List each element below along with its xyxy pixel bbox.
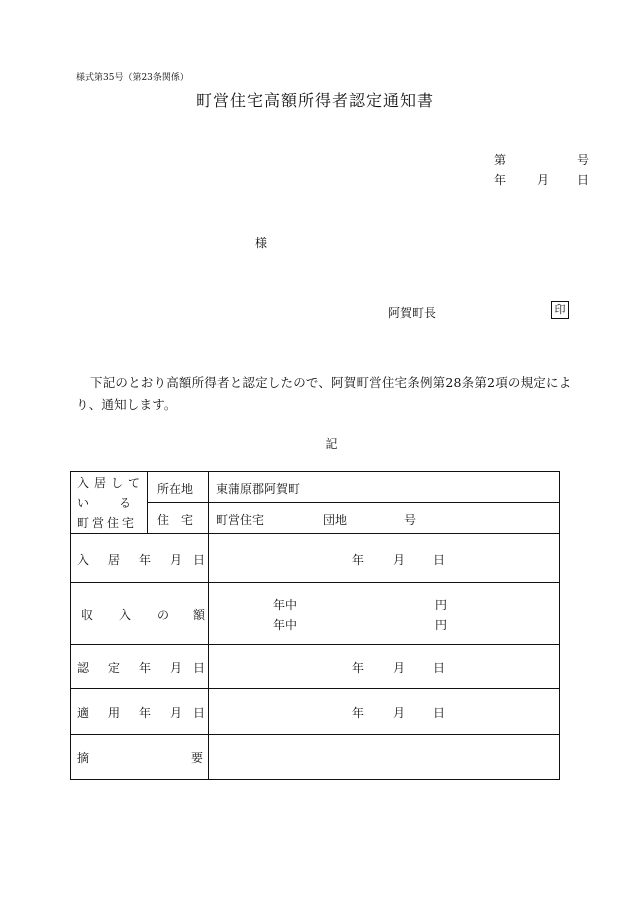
form-number: 様式第35号（第23条関係）	[76, 73, 189, 83]
certification-label-char: 年	[139, 661, 152, 675]
row-divider-move-in	[71, 533, 560, 534]
certification-label-char: 定	[108, 661, 121, 675]
document-number-suffix: 号	[577, 153, 590, 167]
income-unit: 円	[435, 598, 448, 612]
application-date-month: 月	[393, 706, 406, 720]
location-value: 東蒲原郡阿賀町	[216, 482, 301, 496]
application-label-char: 月	[170, 706, 183, 720]
move-in-label-char: 日	[193, 553, 206, 567]
details-table	[70, 471, 560, 780]
certification-date-month: 月	[393, 661, 406, 675]
residence-go: 号	[404, 513, 417, 527]
application-label-char: 日	[193, 706, 206, 720]
residence-prefix: 町営住宅	[216, 513, 265, 527]
application-label-char: 適	[77, 706, 90, 720]
move-in-label-char: 居	[108, 553, 121, 567]
application-date-year: 年	[352, 706, 365, 720]
seal-stamp: 印	[551, 301, 569, 319]
location-label: 所在地	[157, 482, 194, 496]
col-divider-housing	[147, 472, 148, 533]
income-label-char: の	[157, 608, 170, 622]
row-divider-remarks	[71, 734, 560, 735]
certification-date-day: 日	[433, 661, 446, 675]
document-number-prefix: 第	[494, 153, 507, 167]
housing-label-line1: 入居して	[77, 476, 146, 490]
remarks-label-char: 摘	[77, 751, 90, 765]
income-period: 年中	[273, 618, 298, 632]
ki-heading: 記	[325, 437, 338, 451]
application-label-char: 用	[108, 706, 121, 720]
remarks-label-char: 要	[191, 751, 204, 765]
income-label-char: 額	[193, 608, 206, 622]
row-divider-income	[71, 582, 560, 583]
certification-date-year: 年	[352, 661, 365, 675]
issue-date-month: 月	[537, 173, 550, 187]
residence-danchi: 団地	[323, 513, 348, 527]
row-divider-certification	[71, 644, 560, 645]
income-label-char: 収	[81, 608, 94, 622]
move-in-date-year: 年	[352, 553, 365, 567]
residence-label: 住 宅	[157, 513, 194, 527]
addressee-honorific: 様	[255, 236, 268, 250]
col-divider-label	[208, 472, 209, 779]
notice-body: 下記のとおり高額所得者と認定したので、阿賀町営住宅条例第28条第2項の規定により、通知します。	[76, 375, 572, 412]
row-divider-application	[71, 688, 560, 689]
move-in-date-month: 月	[393, 553, 406, 567]
housing-label-line2: い る	[77, 496, 141, 510]
income-label-char: 入	[119, 608, 132, 622]
application-label-char: 年	[139, 706, 152, 720]
application-date-day: 日	[433, 706, 446, 720]
income-period: 年中	[273, 598, 298, 612]
issue-date-day: 日	[577, 173, 590, 187]
housing-label-line3: 町営住宅	[77, 516, 138, 530]
move-in-date-day: 日	[433, 553, 446, 567]
move-in-label-char: 入	[77, 553, 90, 567]
document-title: 町営住宅高額所得者認定通知書	[195, 91, 434, 110]
certification-label-char: 月	[170, 661, 183, 675]
issue-date-year: 年	[494, 173, 507, 187]
issuer-title: 阿賀町長	[388, 306, 437, 320]
income-unit: 円	[435, 618, 448, 632]
certification-label-char: 日	[193, 661, 206, 675]
move-in-label-char: 月	[170, 553, 183, 567]
certification-label-char: 認	[77, 661, 90, 675]
move-in-label-char: 年	[139, 553, 152, 567]
